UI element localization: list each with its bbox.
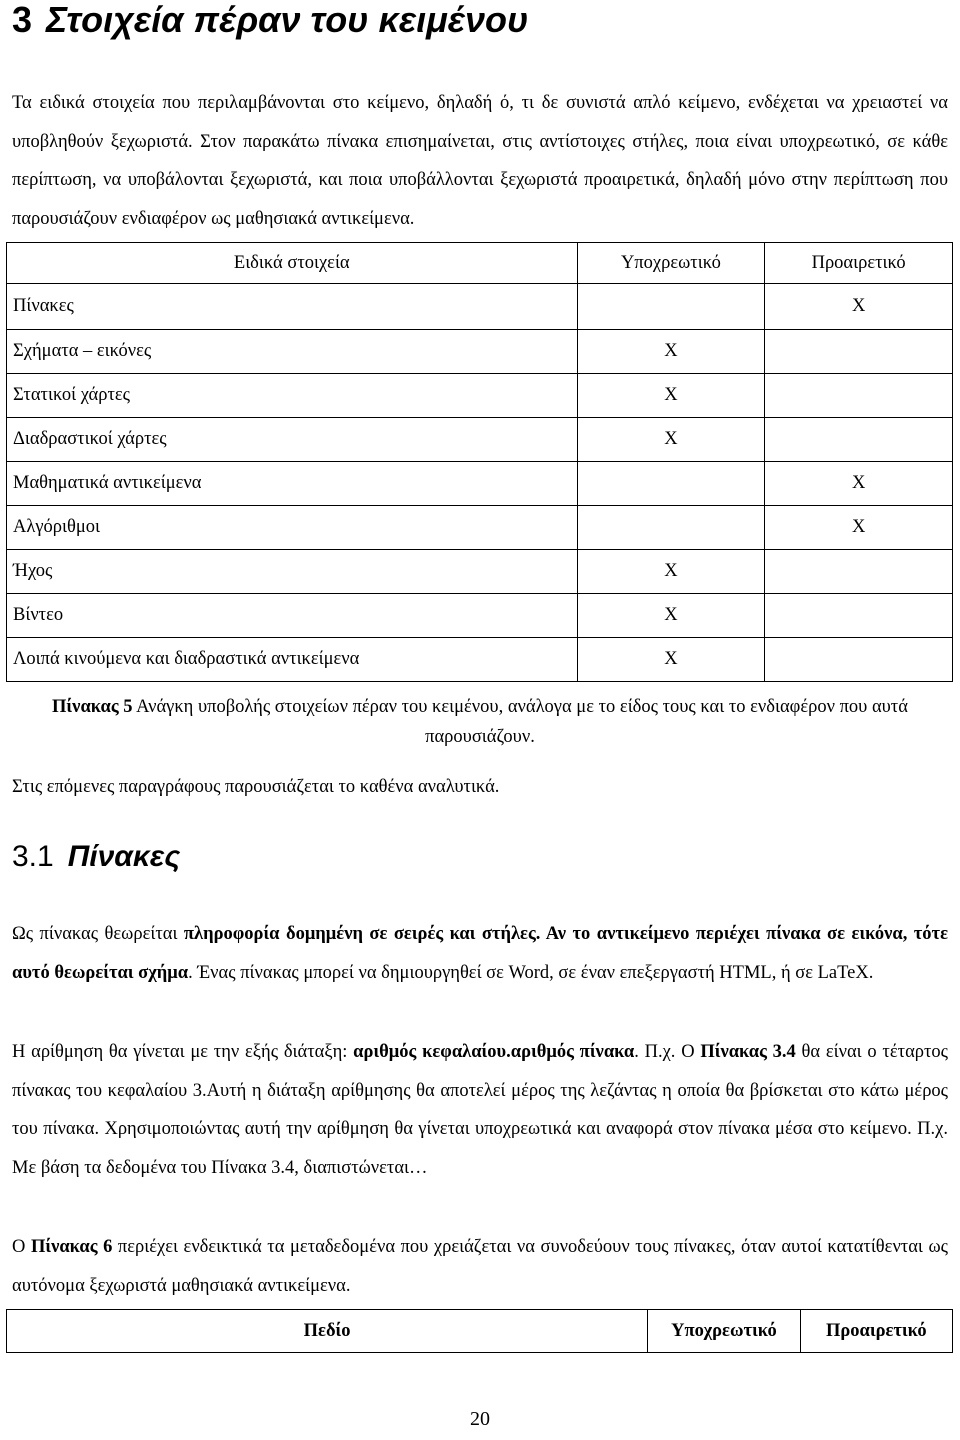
header-optional: Προαιρετικό: [765, 243, 953, 284]
table-row: [7, 374, 953, 418]
table-row: [7, 638, 953, 682]
row-item: Μαθηματικά αντικείμενα: [7, 462, 578, 506]
row-optional: [765, 330, 953, 374]
table-header-row: [7, 1310, 953, 1353]
row-optional: [765, 550, 953, 594]
caption-label: Πίνακας 5: [52, 697, 133, 717]
header-field: Πεδίο: [7, 1310, 648, 1353]
table-row: [7, 330, 953, 374]
caption-text: Ανάγκη υποβολής στοιχείων πέραν του κειμένου, ανάλογα με το είδος τους και το ενδιαφέρον που αυτά παρουσιάζουν.: [132, 697, 908, 747]
row-item: Λοιπά κινούμενα και διαδραστικά αντικείμενα: [7, 638, 578, 682]
subsection-number: 3.1: [12, 840, 54, 873]
p3-bold: Πίνακας 6: [30, 1237, 113, 1257]
p3-text-c: περιέχει ενδεικτικά τα μεταδεδομένα που χρειάζεται να συνοδεύουν τους πίνακες, όταν αυτοί κατατίθενται ως αυτόνομα ξεχωριστά μαθησιακά αντικείμενα.: [12, 1237, 948, 1296]
section-title: Στοιχεία πέραν του κειμένου: [46, 0, 529, 40]
row-optional: [765, 638, 953, 682]
header-special-elements: Ειδικά στοιχεία: [7, 243, 578, 284]
header-mandatory: Υποχρεωτικό: [648, 1310, 800, 1353]
section-heading: [12, 0, 528, 40]
metadata-paragraph: [12, 1228, 948, 1305]
tables-definition-paragraph: [12, 915, 948, 992]
subsection-title: Πίνακες: [67, 840, 181, 873]
row-item: Στατικοί χάρτες: [7, 374, 578, 418]
p2-bold-b: αριθμός κεφαλαίου.αριθμός πίνακα: [353, 1042, 635, 1062]
row-optional: [765, 594, 953, 638]
p3-text-a: Ο: [12, 1237, 31, 1257]
table-caption: [12, 692, 948, 752]
row-item: Πίνακες: [7, 284, 578, 330]
table-row: [7, 506, 953, 550]
numbering-paragraph: [12, 1033, 948, 1187]
special-elements-table: [6, 242, 953, 682]
header-mandatory: Υποχρεωτικό: [577, 243, 765, 284]
row-mandatory: X: [577, 330, 765, 374]
row-item: Διαδραστικοί χάρτες: [7, 418, 578, 462]
row-mandatory: X: [577, 594, 765, 638]
row-mandatory: [577, 462, 765, 506]
next-paragraphs-text: Στις επόμενες παραγράφους παρουσιάζεται το καθένα αναλυτικά.: [12, 777, 500, 797]
intro-paragraph: Τα ειδικά στοιχεία που περιλαμβάνονται στο κείμενο, δηλαδή ό, τι δε συνιστά απλό κείμενο, ενδέχεται να χρειαστεί να υποβληθούν ξεχωριστά. Στον παρακάτω πίνακα επισημαίνεται, στις αντίστοιχες στήλες, ποια είναι υποχρεωτικό, σε κάθε περίπτωση, να υποβάλονται ξεχωριστά, και ποια υποβάλλονται ξεχωριστά προαιρετικά, δηλαδή μόνο στην περίπτωση που παρουσιάζουν ενδιαφέρον ως μαθησιακά αντικείμενα.: [12, 93, 948, 229]
p1-text-a: Ως πίνακας θεωρείται: [12, 924, 184, 944]
row-item: Ήχος: [7, 550, 578, 594]
row-item: Αλγόριθμοι: [7, 506, 578, 550]
metadata-table: [6, 1309, 953, 1353]
header-optional: Προαιρετικό: [800, 1310, 952, 1353]
row-optional: X: [765, 284, 953, 330]
row-mandatory: X: [577, 374, 765, 418]
section-number: 3: [12, 0, 33, 40]
row-mandatory: X: [577, 418, 765, 462]
row-mandatory: X: [577, 638, 765, 682]
table-row: [7, 594, 953, 638]
subsection-heading: [12, 837, 180, 877]
p1-bold: πληροφορία δομημένη σε σειρές και στήλες. Αν το αντικείμενο περιέχει πίνακα σε εικόνα, τότε αυτό θεωρείται σχήμα: [12, 924, 948, 983]
row-optional: [765, 418, 953, 462]
p2-text-a: Η αρίθμηση θα γίνεται με την εξής διάταξη:: [12, 1042, 354, 1062]
table-row: [7, 284, 953, 330]
row-optional: X: [765, 462, 953, 506]
p2-text-e: θα είναι ο τέταρτος πίνακας του κεφαλαίου 3.Αυτή η διάταξη αρίθμησης θα αποτελεί μέρος της λεζάντας η οποία θα βρίσκεται στο κάτω μέρος του πίνακα. Χρησιμοποιώντας αυτή την αρίθμηση θα γίνεται υποχρεωτικά και αναφορά στον πίνακα μέσα στο κείμενο. Π.χ. Με βάση τα δεδομένα του Πίνακα 3.4, διαπιστώνεται…: [12, 1042, 949, 1178]
row-mandatory: X: [577, 550, 765, 594]
p2-bold-d: Πίνακας 3.4: [700, 1042, 796, 1062]
row-item: Βίντεο: [7, 594, 578, 638]
page-number: 20: [470, 1408, 490, 1430]
row-mandatory: [577, 284, 765, 330]
table-row: [7, 462, 953, 506]
table-row: [7, 418, 953, 462]
p1-text-c: . Ένας πίνακας μπορεί να δημιουργηθεί σε Word, σε έναν επεξεργαστή HTML, ή σε LaTeX.: [188, 962, 874, 983]
table-header-row: [7, 243, 953, 284]
row-item: Σχήματα – εικόνες: [7, 330, 578, 374]
row-optional: [765, 374, 953, 418]
table-row: [7, 550, 953, 594]
row-mandatory: [577, 506, 765, 550]
row-optional: X: [765, 506, 953, 550]
p2-text-c: . Π.χ. Ο: [634, 1042, 701, 1062]
